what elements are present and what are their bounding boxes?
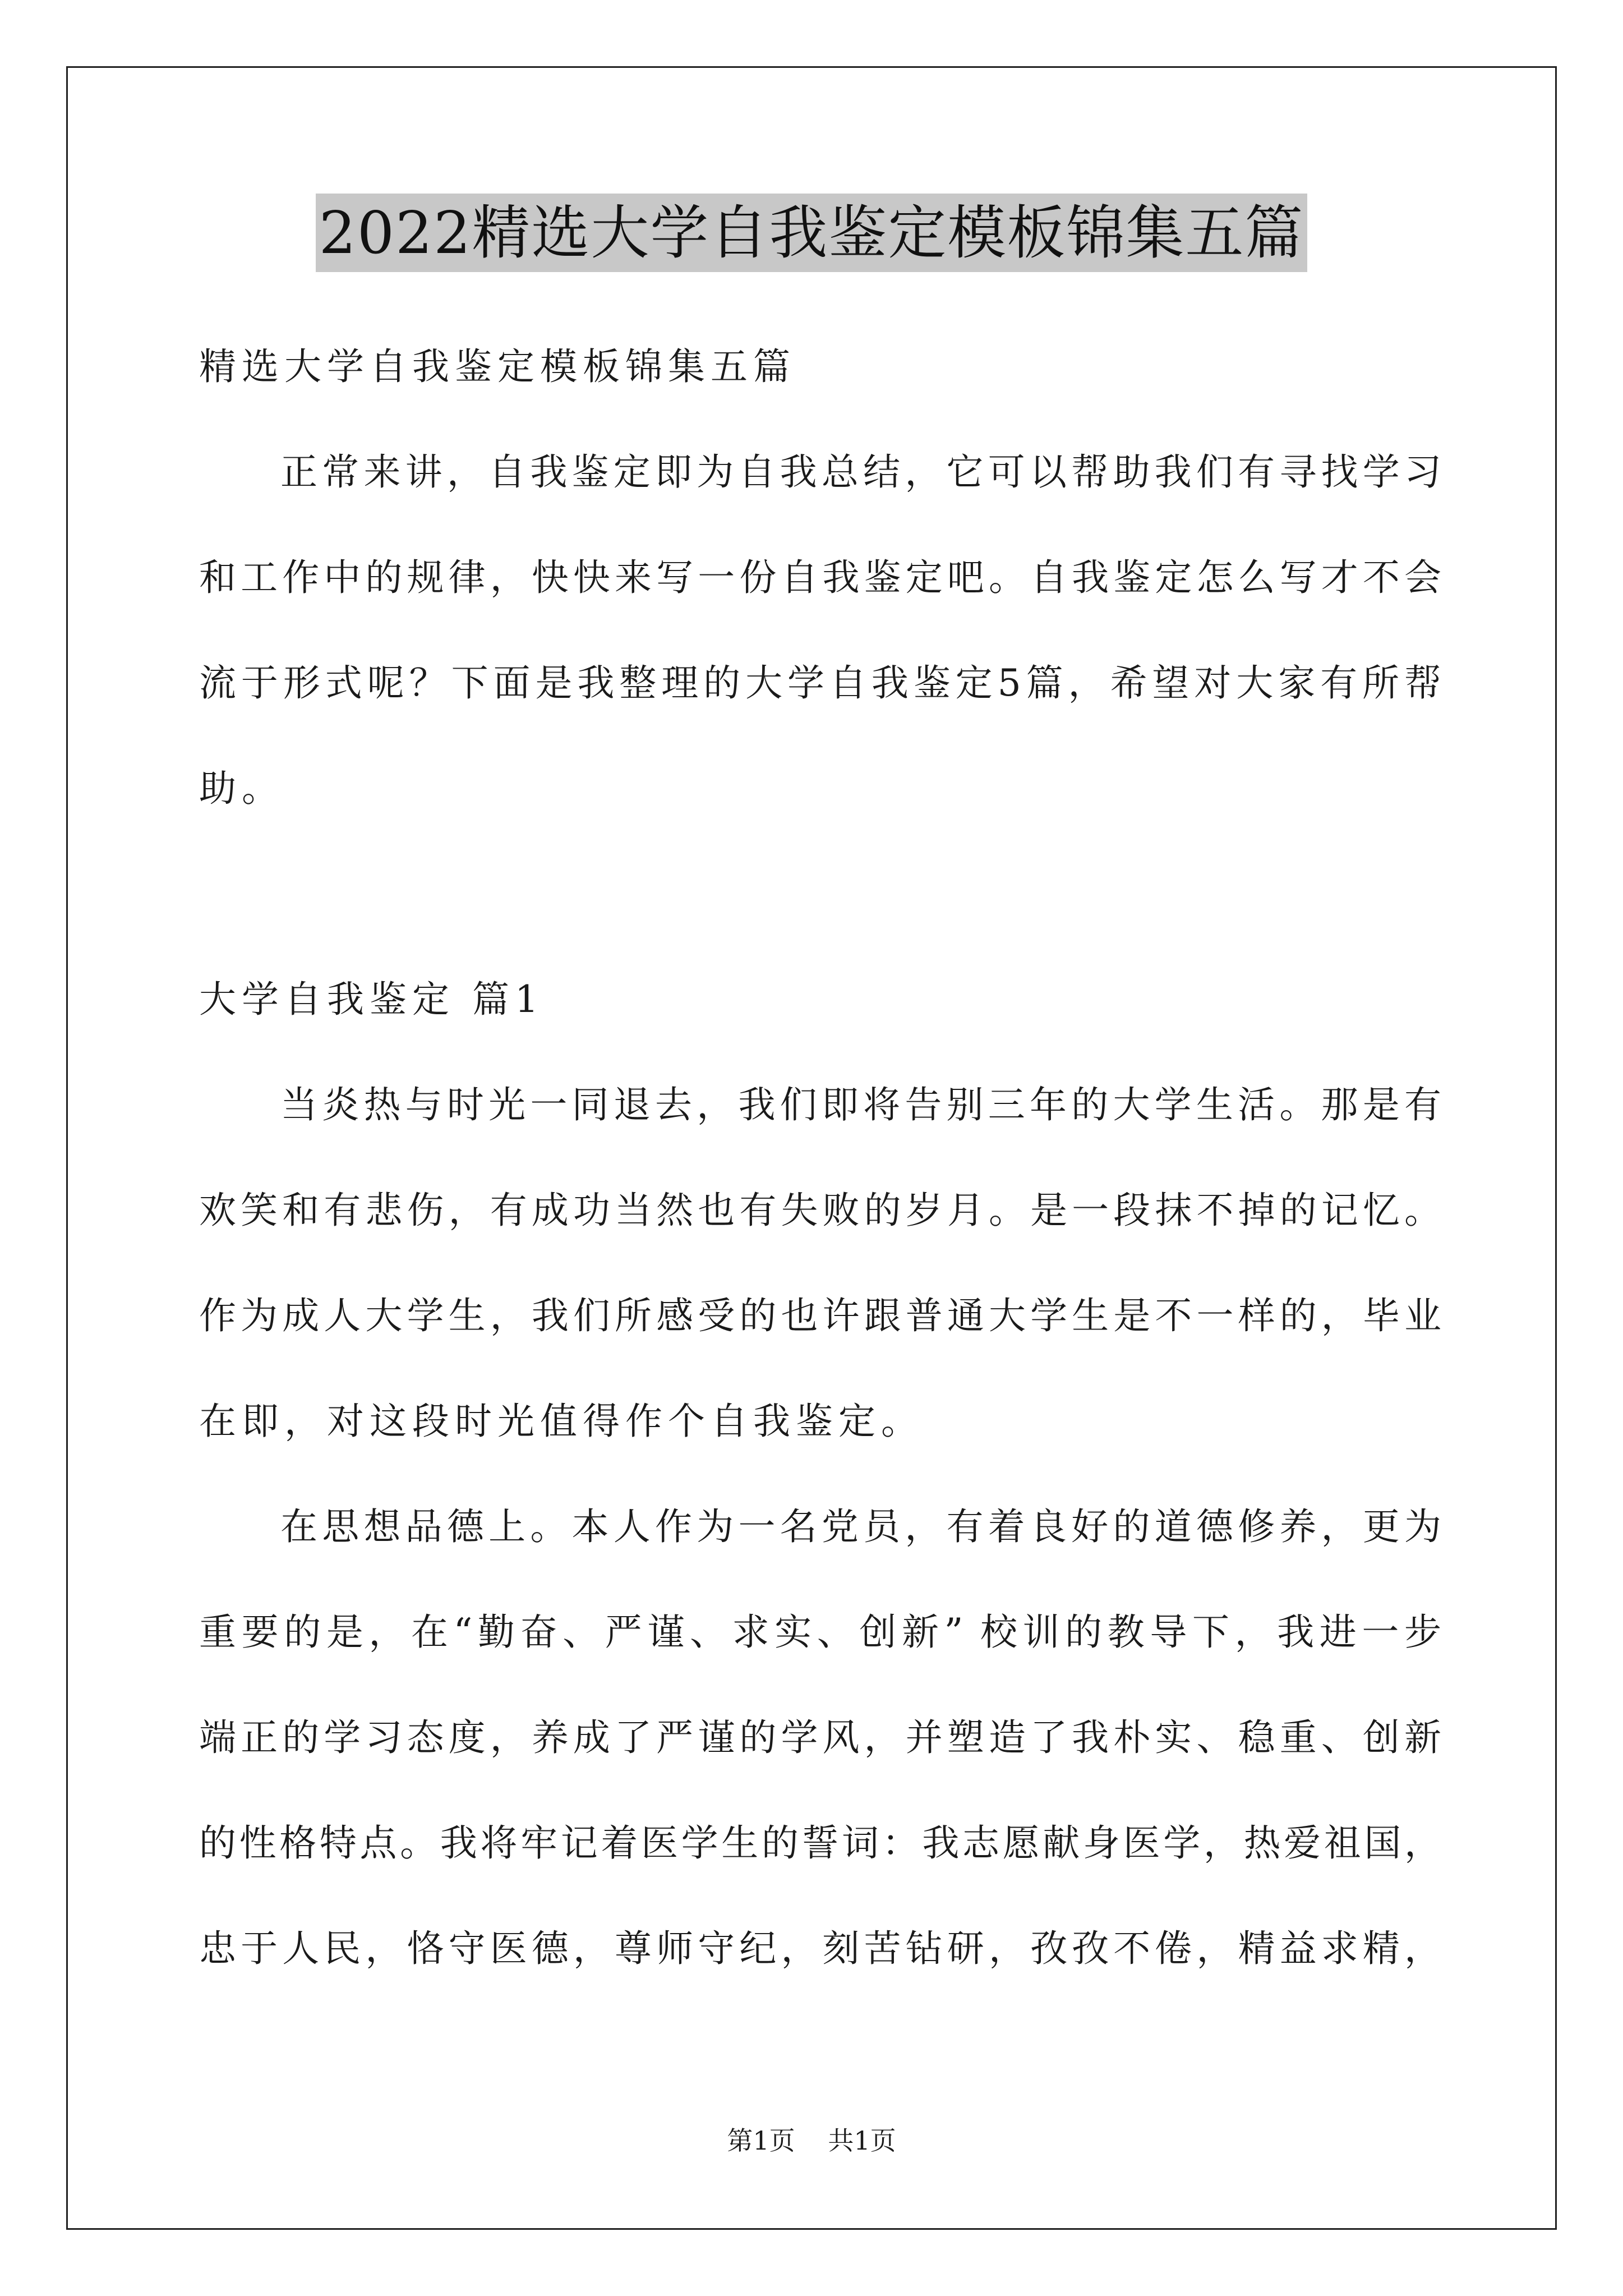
paragraph-line: 流于形式呢？下面是我整理的大学自我鉴定5篇，希望对大家有所帮 — [199, 661, 1441, 705]
paragraph-line: 端正的学习态度，养成了严谨的学风，并塑造了我朴实、稳重、创新 — [199, 1716, 1441, 1759]
document-subtitle: 精选大学自我鉴定模板锦集五篇 — [199, 345, 796, 388]
paragraph-line: 欢笑和有悲伤，有成功当然也有失败的岁月。是一段抹不掉的记忆。 — [199, 1189, 1441, 1232]
paragraph-line: 和工作中的规律，快快来写一份自我鉴定吧。自我鉴定怎么写才不会 — [199, 556, 1441, 599]
paragraph-line: 作为成人大学生，我们所感受的也许跟普通大学生是不一样的，毕业 — [199, 1294, 1441, 1337]
document-body — [199, 314, 1441, 2001]
paragraph-2 — [199, 1474, 1441, 2001]
paragraph-1 — [199, 1052, 1441, 1474]
paragraph-line: 重要的是，在“勤奋、严谨、求实、创新” 校训的教导下，我进一步 — [199, 1611, 1441, 1654]
title-container — [0, 194, 1623, 272]
section-heading: 大学自我鉴定 篇1 — [199, 978, 544, 1021]
page-total: 共1页 — [828, 2125, 896, 2156]
page-footer — [0, 2120, 1623, 2157]
page-number: 第1页 — [727, 2125, 795, 2156]
paragraph-line: 正常来讲，自我鉴定即为自我总结，它可以帮助我们有寻找学习 — [280, 450, 1441, 494]
intro-paragraph — [199, 420, 1441, 841]
paragraph-line: 的性格特点。我将牢记着医学生的誓词：我志愿献身医学，热爱祖国， — [199, 1821, 1441, 1865]
paragraph-line: 当炎热与时光一同退去，我们即将告别三年的大学生活。那是有 — [280, 1083, 1441, 1126]
paragraph-line: 助。 — [199, 767, 284, 810]
paragraph-line: 在即，对这段时光值得作个自我鉴定。 — [199, 1400, 924, 1443]
paragraph-line: 在思想品德上。本人作为一名党员，有着良好的道德修养，更为 — [280, 1505, 1441, 1548]
paragraph-line: 忠于人民，恪守医德，尊师守纪，刻苦钻研，孜孜不倦，精益求精， — [199, 1927, 1441, 1970]
paragraph-spacer — [199, 841, 1441, 947]
document-title: 2022精选大学自我鉴定模板锦集五篇 — [316, 194, 1308, 272]
